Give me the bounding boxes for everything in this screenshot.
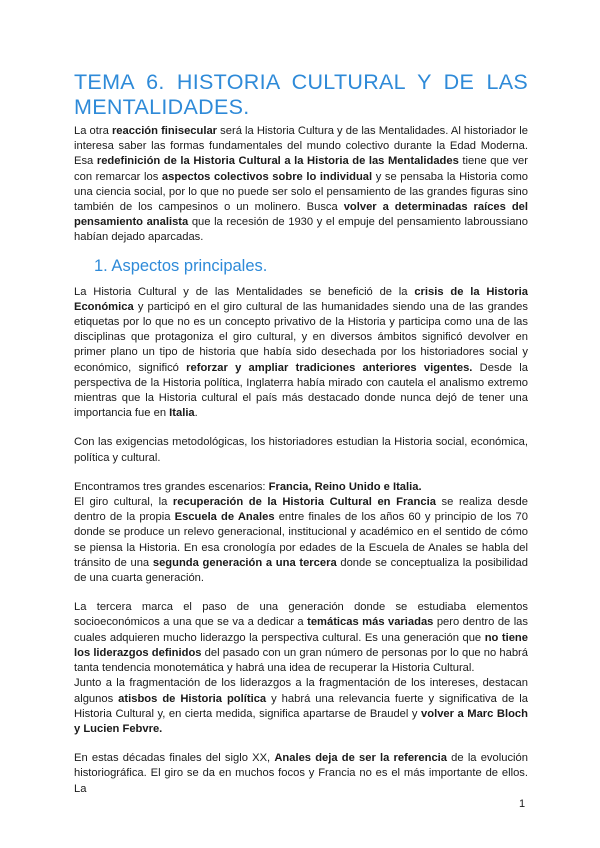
- bold-text: Italia: [169, 407, 195, 420]
- text: será la Historia Cultura y de las Mentalidades. Al historiador le interesa saber las formas fundamentales del mundo colectivo durante la Edad Moderna. Esa: [74, 125, 528, 168]
- text: que la recesión de 1930 y el empuje del pensamiento labroussiano habían dejado aparcadas.: [74, 216, 528, 244]
- paragraph: Con las exigencias metodológicas, los historiadores estudian la Historia social, económica, política y cultural.: [74, 436, 528, 464]
- text: El giro cultural, la: [74, 496, 173, 509]
- text: Desde la perspectiva de la Historia política, Inglaterra había mirado con cautela el analismo extremo mientras que la Historia cultural el país más destacado donde nunca dejó de tener una importancia fue en: [74, 361, 528, 420]
- text: pero dentro de las cuales adquieren mucho liderazgo la perspectiva cultural. Es una generación que: [74, 616, 529, 644]
- text: En estas décadas finales del siglo XX,: [74, 752, 275, 765]
- text: Encontramos tres grandes escenarios:: [74, 480, 269, 493]
- bold-text: temáticas más variadas: [307, 616, 434, 629]
- text: entre finales de los años 60 y principio de los 70 donde se produce un relevo generacional, institucional y académico en el sentido de cómo se piensa la Historia. En esa cronología por edades de la Escuela de Anales se habla del tránsito de una: [74, 511, 528, 569]
- text: y se pensaba la Historia como una ciencia social, por lo que no puede ser solo el pensamiento de las grandes figuras sino también de los campesinos o un molinero. Busca: [74, 170, 528, 214]
- bold-text: segunda generación a una tercera: [152, 556, 337, 569]
- paragraph: [74, 600, 528, 676]
- bold-text: no tiene los liderazgos definidos: [74, 631, 528, 659]
- bold-text: volver a Marc Bloch y Lucien Febvre.: [74, 707, 528, 735]
- bold-text: recuperación de la Historia Cultural en Francia: [172, 496, 436, 509]
- paragraph: [74, 480, 528, 495]
- bold-text: aspectos colectivos sobre lo individual: [161, 170, 373, 183]
- page-number: 1: [519, 798, 526, 810]
- text: donde se conceptualiza la posibilidad de una cuarta generación.: [74, 556, 528, 585]
- text: La tercera marca el paso de una generación donde se estudiaba elementos socioeconómicos a una que se va a dedicar a: [74, 601, 528, 629]
- text: y participó en el giro cultural de las humanidades siendo una de las grandes etiquetas por lo que no es un concepto privativo de la Historia y participa como una de las disciplinas que protagoniza el giro cultural, y en diversos ámbitos significó devolver en primer plano un tipo de historia que había sido desechada por los historiadores social y económico, significó: [74, 300, 528, 374]
- bold-text: Francia, Reino Unido e Italia.: [268, 480, 422, 493]
- paragraph: [74, 676, 528, 737]
- text: se realiza desde dentro de la propia: [74, 496, 528, 524]
- bold-text: atisbos de Historia política: [118, 692, 267, 705]
- text: y habrá una relevancia fuerte y significativa de la Historia Cultural y, en cierta medida, significa apartarse de Braudel y: [74, 692, 528, 720]
- document-page: [74, 70, 528, 797]
- text: .: [194, 407, 198, 420]
- paragraph: [74, 751, 528, 797]
- paragraph: [74, 285, 528, 422]
- bold-text: reacción finisecular: [111, 125, 218, 137]
- text: La otra: [74, 125, 112, 137]
- text: del pasado con un gran número de personas por lo que no habrá tanta tendencia monotemática y habrá una idea de recuperar la Historia Cultural.: [74, 646, 528, 675]
- section-heading: 1. Aspectos principales.: [94, 256, 268, 275]
- bold-text: crisis de la Historia Económica: [74, 285, 528, 313]
- text: La Historia Cultural y de las Mentalidades se benefició de la: [74, 285, 415, 298]
- bold-text: reforzar y ampliar tradiciones anteriores vigentes.: [186, 361, 473, 374]
- text: de la evolución historiográfica. El giro se da en muchos focos y Francia no es el más importante de ellos. La: [74, 752, 528, 795]
- paragraph: [74, 495, 528, 586]
- bold-text: Anales deja de ser la referencia: [274, 752, 447, 765]
- text: tiene que ver con remarcar los: [74, 155, 528, 183]
- text: Junto a la fragmentación de los liderazgos a la fragmentación de los intereses, destacan algunos: [74, 677, 528, 705]
- bold-text: redefinición de la Historia Cultural a la Historia de las Mentalidades: [96, 155, 459, 168]
- paragraph-intro: [74, 124, 528, 246]
- bold-text: Escuela de Anales: [174, 511, 275, 524]
- bold-text: volver a determinadas raíces del pensamiento analista: [74, 201, 528, 229]
- page-title: TEMA 6. HISTORIA CULTURAL Y DE LAS MENTALIDADES.: [74, 70, 528, 119]
